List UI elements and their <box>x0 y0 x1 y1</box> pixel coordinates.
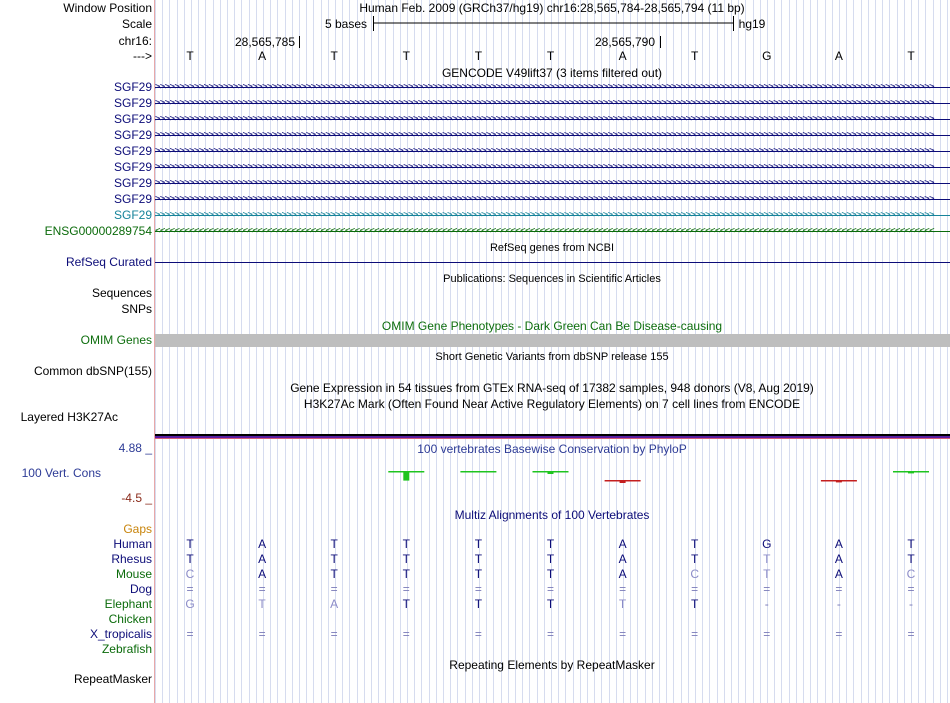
phylop-value-bar <box>548 471 554 474</box>
reference-base: A <box>258 49 267 63</box>
phylop-track-title: 100 vertebrates Basewise Conservation by PhyloP <box>417 442 687 456</box>
reference-base: T <box>402 49 410 63</box>
species-label-zebrafish[interactable]: Zebrafish <box>101 642 152 656</box>
phylop-max-label: 4.88 _ <box>118 441 152 455</box>
scale-database: hg19 <box>738 17 766 31</box>
scale-label: Scale <box>121 17 152 31</box>
alignment-base: = <box>474 582 482 596</box>
gaps-label[interactable]: Gaps <box>123 522 152 536</box>
alignment-base: T <box>474 537 483 551</box>
reference-base: T <box>907 49 915 63</box>
alignment-base: A <box>258 552 267 566</box>
alignment-base: C <box>906 567 916 581</box>
forward-strand-arrows: >>>>>>>>>>>>>>>>>>>>>>>>>>>>>>>>>>>>>>>>>>>>>>>>>>>>>>>>>>>>>>>>>>>>>>>>>>>>>>>>>>>>>>>>>>>>>>>>>>>>>>>>>>>>>>>>>>>>>>>>>>>>>>>>>>>>>>>>>>>>>>>>>>>>>>>>>>>>>>>> <box>155 115 934 124</box>
gencode-track-label[interactable]: SGF29 <box>113 160 152 174</box>
alignment-base: = <box>546 582 555 596</box>
alignment-base: T <box>907 537 915 551</box>
alignment-base: = <box>691 627 699 641</box>
gencode-track-label[interactable]: SGF29 <box>113 176 152 190</box>
omim-genes-label[interactable]: OMIM Genes <box>80 333 152 347</box>
alignment-base: T <box>763 552 771 566</box>
h3k27ac-track-title: H3K27Ac Mark (Often Found Near Active Regulatory Elements) on 7 cell lines from ENCODE <box>303 397 801 411</box>
gencode-track-label[interactable]: SGF29 <box>113 96 152 110</box>
strand-label[interactable]: ---> <box>133 49 152 63</box>
alignment-base: = <box>402 582 410 596</box>
alignment-base: A <box>834 567 843 581</box>
alignment-base: - <box>909 597 913 611</box>
forward-strand-arrows: >>>>>>>>>>>>>>>>>>>>>>>>>>>>>>>>>>>>>>>>>>>>>>>>>>>>>>>>>>>>>>>>>>>>>>>>>>>>>>>>>>>>>>>>>>>>>>>>>>>>>>>>>>>>>>>>>>>>>>>>>>>>>>>>>>>>>>>>>>>>>>>>>>>>>>>>>>>>>>>> <box>155 131 934 140</box>
alignment-base: = <box>763 582 771 596</box>
species-label-dog[interactable]: Dog <box>129 582 152 596</box>
refseq-track-title: RefSeq genes from NCBI <box>489 242 615 254</box>
alignment-base: = <box>835 582 843 596</box>
alignment-base: A <box>258 567 267 581</box>
alignment-base: = <box>474 627 482 641</box>
alignment-base: = <box>619 582 627 596</box>
alignment-base: A <box>834 537 843 551</box>
alignment-base: G <box>185 597 195 611</box>
track-label-column <box>0 0 155 703</box>
species-label-rhesus[interactable]: Rhesus <box>111 552 152 566</box>
gencode-track-label[interactable]: SGF29 <box>113 208 152 222</box>
alignment-base: G <box>762 537 772 551</box>
alignment-base: A <box>618 552 627 566</box>
alignment-base: = <box>186 582 194 596</box>
common-dbsnp-label[interactable]: Common dbSNP(155) <box>33 364 152 378</box>
alignment-base: C <box>690 567 700 581</box>
ensg-track-label[interactable]: ENSG00000289754 <box>44 224 152 238</box>
alignment-base: T <box>474 567 483 581</box>
alignment-base: A <box>618 537 627 551</box>
gencode-track-label[interactable]: SGF29 <box>113 192 152 206</box>
snps-label[interactable]: SNPs <box>121 302 152 316</box>
phylop-value-bar <box>908 471 914 473</box>
alignment-base: - <box>764 597 769 611</box>
alignment-base: = <box>258 627 266 641</box>
reference-base: T <box>330 49 338 63</box>
sequences-label[interactable]: Sequences <box>91 286 152 300</box>
alignment-base: = <box>907 582 915 596</box>
alignment-base: = <box>763 627 771 641</box>
alignment-base: = <box>691 582 699 596</box>
alignment-base: A <box>258 537 267 551</box>
reverse-strand-arrows: <<<<<<<<<<<<<<<<<<<<<<<<<<<<<<<<<<<<<<<<<<<<<<<<<<<<<<<<<<<<<<<<<<<<<<<<<<<<<<<<<<<<<<<<<<<<<<<<<<<<<<<<<<<<<<<<<<<<<<<<<<<<<<<<<<<<<<<<<<<<<<<<<<<<<<<<<<<<<<<< <box>155 227 934 236</box>
gencode-track-title: GENCODE V49lift37 (3 items filtered out) <box>441 66 663 80</box>
alignment-base: A <box>330 597 339 611</box>
window-position-value: Human Feb. 2009 (GRCh37/hg19) chr16:28,565,784-28,565,794 (11 bp) <box>359 1 745 15</box>
chromosome-label: chr16: <box>118 34 152 48</box>
dbsnp-track-title: Short Genetic Variants from dbSNP release 155 <box>435 351 669 363</box>
coordinate-label: 28,565,790 <box>594 35 656 49</box>
alignment-base: T <box>186 537 194 551</box>
alignment-base: T <box>402 597 410 611</box>
alignment-base: = <box>835 627 843 641</box>
reference-base: A <box>618 49 627 63</box>
alignment-base: T <box>402 537 410 551</box>
forward-strand-arrows: >>>>>>>>>>>>>>>>>>>>>>>>>>>>>>>>>>>>>>>>>>>>>>>>>>>>>>>>>>>>>>>>>>>>>>>>>>>>>>>>>>>>>>>>>>>>>>>>>>>>>>>>>>>>>>>>>>>>>>>>>>>>>>>>>>>>>>>>>>>>>>>>>>>>>>>>>>>>>>>> <box>155 163 934 172</box>
alignment-base: = <box>330 582 338 596</box>
alignment-base: T <box>402 567 410 581</box>
alignment-base: = <box>907 627 915 641</box>
alignment-base: T <box>691 552 699 566</box>
species-label-elephant[interactable]: Elephant <box>104 597 152 611</box>
phylop-value-bar <box>620 480 626 483</box>
alignment-base: T <box>330 567 338 581</box>
phylop-value-bar <box>836 480 842 482</box>
alignment-base: T <box>474 597 483 611</box>
alignment-base: = <box>330 627 338 641</box>
forward-strand-arrows: >>>>>>>>>>>>>>>>>>>>>>>>>>>>>>>>>>>>>>>>>>>>>>>>>>>>>>>>>>>>>>>>>>>>>>>>>>>>>>>>>>>>>>>>>>>>>>>>>>>>>>>>>>>>>>>>>>>>>>>>>>>>>>>>>>>>>>>>>>>>>>>>>>>>>>>>>>>>>>>> <box>155 99 934 108</box>
phylop-track-label[interactable]: 100 Vert. Cons <box>21 466 101 480</box>
gencode-track-label[interactable]: SGF29 <box>113 144 152 158</box>
alignment-base: = <box>546 627 555 641</box>
alignment-base: T <box>691 537 699 551</box>
multiz-track-title: Multiz Alignments of 100 Vertebrates <box>454 508 650 522</box>
gencode-track-label[interactable]: SGF29 <box>113 128 152 142</box>
alignment-base: T <box>763 567 771 581</box>
gtex-track-title: Gene Expression in 54 tissues from GTEx RNA-seq of 17382 samples, 948 donors (V8, Aug 2019) <box>290 381 814 395</box>
alignment-base: T <box>258 597 266 611</box>
alignment-base: T <box>691 597 699 611</box>
alignment-base: = <box>258 582 266 596</box>
gencode-track-label[interactable]: SGF29 <box>113 112 152 126</box>
alignment-base: - <box>836 597 841 611</box>
reference-base: T <box>691 49 699 63</box>
repeatmasker-label[interactable]: RepeatMasker <box>73 672 152 686</box>
species-label-chicken[interactable]: Chicken <box>108 612 152 626</box>
alignment-base: T <box>546 537 555 551</box>
alignment-base: A <box>618 567 627 581</box>
alignment-base: T <box>546 567 555 581</box>
alignment-base: T <box>474 552 483 566</box>
alignment-base: C <box>185 567 195 581</box>
reference-base: G <box>762 49 772 63</box>
alignment-base: T <box>402 552 410 566</box>
phylop-value-bar <box>403 471 409 481</box>
species-label-human[interactable]: Human <box>113 537 152 551</box>
publications-track-title: Publications: Sequences in Scientific Articles <box>443 273 661 285</box>
alignment-base: T <box>618 597 627 611</box>
alignment-base: = <box>402 627 410 641</box>
alignment-base: T <box>546 597 555 611</box>
reference-base: T <box>474 49 483 63</box>
window-position-label: Window Position <box>63 1 152 15</box>
coordinate-label: 28,565,785 <box>234 35 296 49</box>
omim-track-title: OMIM Gene Phenotypes - Dark Green Can Be Disease-causing <box>381 319 723 333</box>
forward-strand-arrows: >>>>>>>>>>>>>>>>>>>>>>>>>>>>>>>>>>>>>>>>>>>>>>>>>>>>>>>>>>>>>>>>>>>>>>>>>>>>>>>>>>>>>>>>>>>>>>>>>>>>>>>>>>>>>>>>>>>>>>>>>>>>>>>>>>>>>>>>>>>>>>>>>>>>>>>>>>>>>>>> <box>155 211 934 220</box>
species-label-x-tropicalis[interactable]: X_tropicalis <box>89 627 152 641</box>
phylop-min-label: -4.5 _ <box>121 491 152 505</box>
phylop-value-bar <box>475 471 481 472</box>
species-label-mouse[interactable]: Mouse <box>115 567 152 581</box>
forward-strand-arrows: >>>>>>>>>>>>>>>>>>>>>>>>>>>>>>>>>>>>>>>>>>>>>>>>>>>>>>>>>>>>>>>>>>>>>>>>>>>>>>>>>>>>>>>>>>>>>>>>>>>>>>>>>>>>>>>>>>>>>>>>>>>>>>>>>>>>>>>>>>>>>>>>>>>>>>>>>>>>>>>> <box>155 147 934 156</box>
reference-base: T <box>186 49 194 63</box>
forward-strand-arrows: >>>>>>>>>>>>>>>>>>>>>>>>>>>>>>>>>>>>>>>>>>>>>>>>>>>>>>>>>>>>>>>>>>>>>>>>>>>>>>>>>>>>>>>>>>>>>>>>>>>>>>>>>>>>>>>>>>>>>>>>>>>>>>>>>>>>>>>>>>>>>>>>>>>>>>>>>>>>>>>> <box>155 83 934 92</box>
alignment-base: = <box>619 627 627 641</box>
alignment-base: T <box>546 552 555 566</box>
reference-base: A <box>834 49 843 63</box>
scale-text: 5 bases <box>324 17 368 31</box>
gencode-track-label[interactable]: SGF29 <box>113 80 152 94</box>
forward-strand-arrows: >>>>>>>>>>>>>>>>>>>>>>>>>>>>>>>>>>>>>>>>>>>>>>>>>>>>>>>>>>>>>>>>>>>>>>>>>>>>>>>>>>>>>>>>>>>>>>>>>>>>>>>>>>>>>>>>>>>>>>>>>>>>>>>>>>>>>>>>>>>>>>>>>>>>>>>>>>>>>>>> <box>155 195 934 204</box>
alignment-base: T <box>330 552 338 566</box>
forward-strand-arrows: >>>>>>>>>>>>>>>>>>>>>>>>>>>>>>>>>>>>>>>>>>>>>>>>>>>>>>>>>>>>>>>>>>>>>>>>>>>>>>>>>>>>>>>>>>>>>>>>>>>>>>>>>>>>>>>>>>>>>>>>>>>>>>>>>>>>>>>>>>>>>>>>>>>>>>>>>>>>>>>> <box>155 179 934 188</box>
alignment-base: T <box>186 552 194 566</box>
alignment-base: = <box>186 627 194 641</box>
alignment-base: A <box>834 552 843 566</box>
refseq-curated-label[interactable]: RefSeq Curated <box>65 255 152 269</box>
alignment-base: T <box>907 552 915 566</box>
layered-h3k27ac-label[interactable]: Layered H3K27Ac <box>20 410 118 424</box>
track-data-area[interactable] <box>155 0 950 703</box>
repeatmasker-track-title: Repeating Elements by RepeatMasker <box>449 658 655 672</box>
reference-base: T <box>546 49 555 63</box>
alignment-base: T <box>330 537 338 551</box>
